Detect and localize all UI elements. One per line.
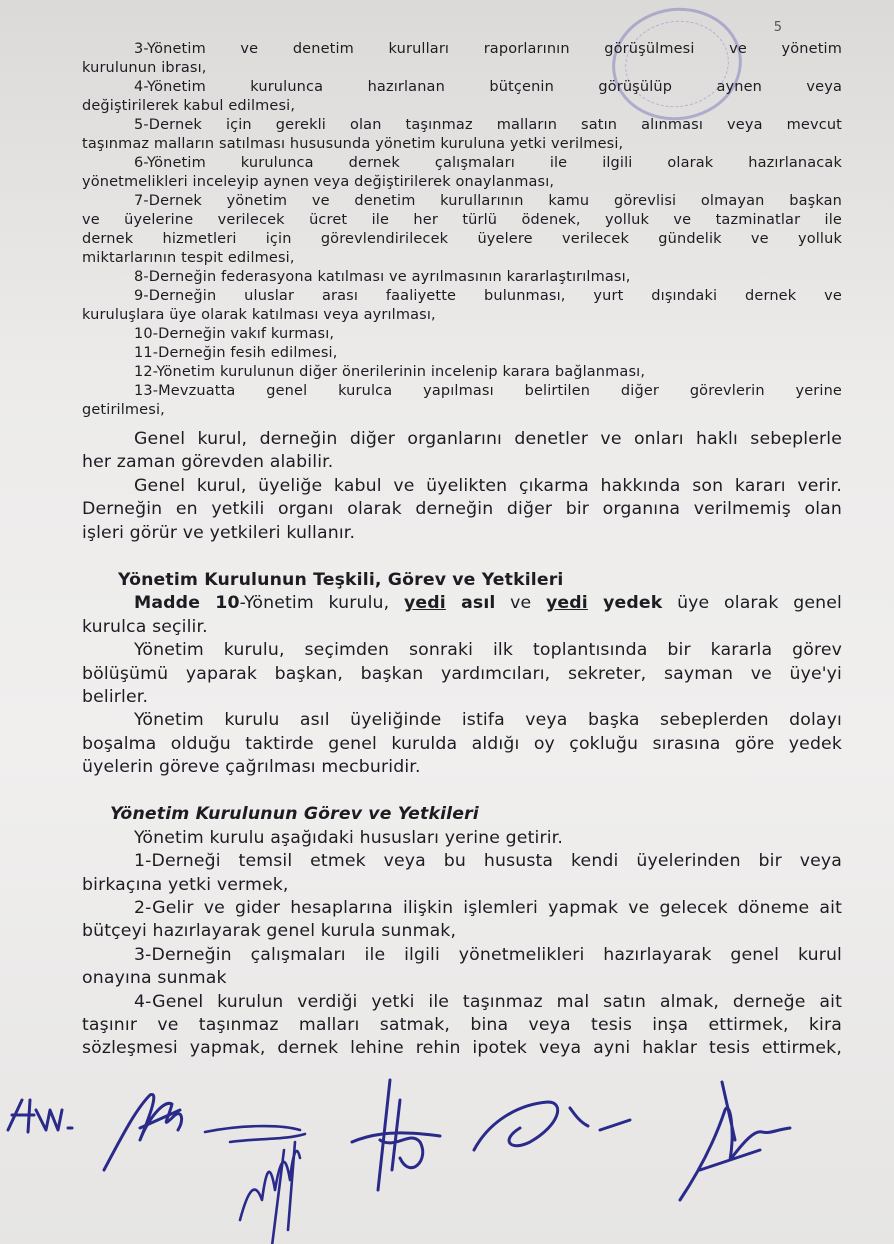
text-line: değiştirilerek kabul edilmesi, (82, 98, 296, 114)
signature-2 (104, 1094, 182, 1170)
text-line: Genel kurul, derneğin diğer organlarını denetler ve onları haklı sebeplerle (134, 429, 842, 449)
signature-1 (8, 1100, 72, 1132)
text-line: her zaman görevden alabilir. (82, 452, 334, 473)
text-line: 13-Mevzuatta genel kurulca yapılması belirtilen diğer görevlerin yerine (134, 383, 842, 399)
text-line: onayına sunmak (82, 968, 227, 989)
section-heading: Yönetim Kurulunun Görev ve Yetkileri (110, 804, 479, 825)
text-line: kuruluşlara üye olarak katılması veya ayrılması, (82, 307, 436, 323)
signature-6 (680, 1082, 790, 1200)
text-line: Genel kurul, üyeliğe kabul ve üyelikten çıkarma hakkında son kararı verir. (134, 475, 842, 496)
text-line: Yönetim kurulu asıl üyeliğinde istifa veya başka sebeplerden dolayı (134, 710, 842, 731)
text-line: bütçeyi hazırlayarak genel kurula sunmak, (82, 921, 457, 942)
text-line: 8-Derneğin federasyona katılması ve ayrılmasının kararlaştırılması, (134, 269, 631, 285)
text-line: boşalma olduğu taktirde genel kurulda aldığı oy çokluğu sırasına göre yedek (82, 733, 842, 754)
text-line: belirler. (82, 686, 149, 707)
text-line: 5-Dernek için gerekli olan taşınmaz malların satın alınması veya mevcut (134, 117, 842, 133)
text-line: Derneğin en yetkili organı olarak derneğin diğer bir organına verilmemiş olan (82, 499, 842, 520)
text-line: 3-Yönetim ve denetim kurulları raporlarının görüşülmesi ve yönetim (134, 41, 842, 57)
text-line: kurulunun ibrası, (82, 60, 207, 76)
text-line: kurulca seçilir. (82, 616, 208, 637)
text-line: birkaçına yetki vermek, (82, 874, 289, 895)
text-line: 4-Yönetim kurulunca hazırlanan bütçenin görüşülüp aynen veya (134, 79, 842, 95)
text-line: 12-Yönetim kurulunun diğer önerilerinin incelenip karara bağlanması, (134, 364, 646, 380)
text-line: 10-Derneğin vakıf kurması, (134, 326, 335, 342)
text-line: 9-Derneğin uluslar arası faaliyette bulunması, yurt dışındaki dernek ve (134, 288, 842, 304)
text-line: 4-Genel kurulun verdiği yetki ile taşınmaz mal satın almak, derneğe ait (134, 991, 842, 1012)
document-body (82, 40, 842, 1061)
underlined-word: yedi (403, 593, 446, 614)
signature-3 (205, 1126, 305, 1244)
signatures-area (0, 1070, 894, 1244)
text-line: dernek hizmetleri için görevlendirilecek üyelere verilecek gündelik ve yolluk (82, 231, 842, 247)
text-line: ve üyelerine verilecek ücret ile her türlü ödenek, yolluk ve tazminatlar ile (82, 212, 842, 228)
text-line: işleri görür ve yetkileri kullanır. (82, 522, 356, 543)
signature-5 (474, 1102, 630, 1150)
signature-4 (352, 1080, 440, 1190)
text-line: 2-Gelir ve gider hesaplarına ilişkin işlemleri yapmak ve gelecek döneme ait (134, 898, 842, 919)
text-line: 7-Dernek yönetim ve denetim kurullarının kamu görevlisi olmayan başkan (134, 193, 842, 209)
text-line: Yönetim kurulu aşağıdaki hususları yerine getirir. (134, 827, 563, 848)
article-10-line: Madde 10-Yönetim kurulu, yedi asıl ve yedi yedek üye olarak genel (134, 593, 842, 614)
text-line: 3-Derneğin çalışmaları ile ilgili yönetmelikleri hazırlayarak genel kurul (134, 944, 842, 965)
underlined-word: yedi (545, 593, 588, 614)
text-line: Yönetim kurulu, seçimden sonraki ilk toplantısında bir kararla görev (134, 640, 842, 661)
text-line: sözleşmesi yapmak, dernek lehine rehin ipotek veya ayni haklar tesis ettirmek, (82, 1038, 842, 1059)
section-heading: Yönetim Kurulunun Teşkili, Görev ve Yetkileri (118, 569, 564, 590)
article-label: Madde 10 (134, 593, 240, 614)
text-line: 11-Derneğin fesih edilmesi, (134, 345, 338, 361)
text-line: bölüşümü yaparak başkan, başkan yardımcıları, sekreter, sayman ve üye'yi (82, 663, 842, 684)
text-line: 6-Yönetim kurulunca dernek çalışmaları ile ilgili olarak hazırlanacak (134, 155, 842, 171)
text-line: getirilmesi, (82, 402, 165, 418)
text-line: taşınır ve taşınmaz malları satmak, bina veya tesis inşa ettirmek, kira (82, 1014, 842, 1035)
text-line: taşınmaz malların satılması hususunda yönetim kuruluna yetki verilmesi, (82, 136, 624, 152)
text-line: yönetmelikleri inceleyip aynen veya değiştirilerek onaylanması, (82, 174, 555, 190)
text-line: 1-Derneği temsil etmek veya bu hususta kendi üyelerinden bir veya (134, 851, 842, 872)
text-line: üyelerin göreve çağrılması mecburidir. (82, 757, 421, 778)
page-number: 5 (773, 20, 782, 35)
text-line: miktarlarının tespit edilmesi, (82, 250, 295, 266)
